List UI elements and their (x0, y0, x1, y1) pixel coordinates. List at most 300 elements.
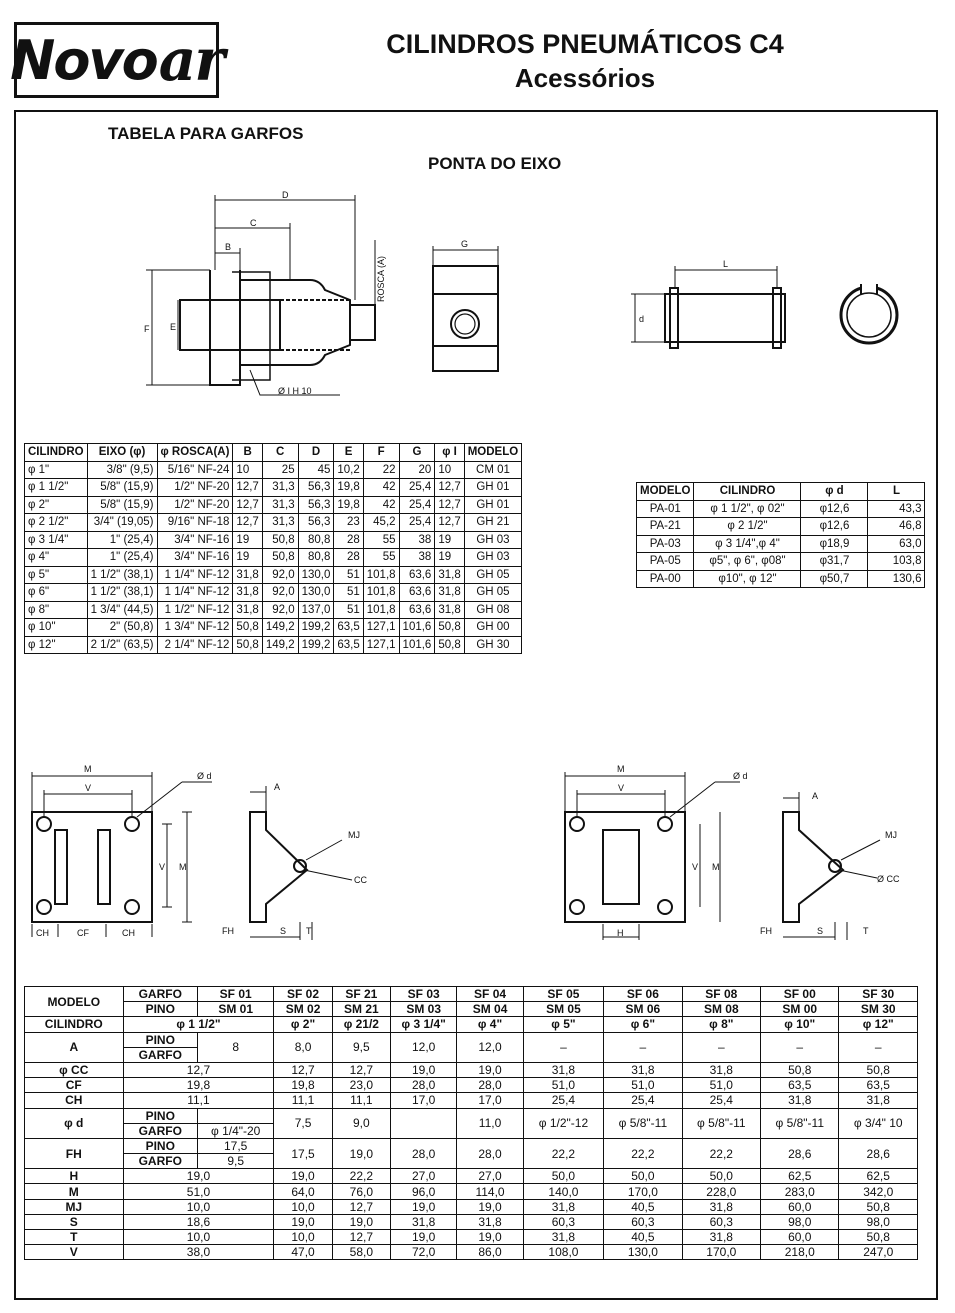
table-cell: SF 04 (457, 987, 523, 1002)
suporte-table-row (25, 1017, 918, 1032)
table-cell: 98,0 (761, 1214, 839, 1229)
table-cell: 19,0 (391, 1199, 457, 1214)
table-cell: H (25, 1169, 124, 1184)
table-cell: 19,8 (334, 479, 363, 497)
suporte-table-row (25, 1032, 918, 1047)
table-cell: 9/16" NF-18 (157, 514, 233, 532)
suporte-table-row (25, 987, 918, 1002)
table-cell: φ50,7 (801, 570, 868, 588)
table-cell: 72,0 (391, 1245, 457, 1260)
table-cell: 80,8 (298, 549, 334, 567)
table-cell: 31,8 (233, 566, 262, 584)
table-cell: 10,0 (274, 1230, 332, 1245)
table-cell: 103,8 (868, 553, 925, 571)
dim-C: C (250, 218, 257, 228)
suporte-table-row (25, 1184, 918, 1199)
table-cell: φ 4" (25, 549, 88, 567)
header-cell: L (868, 483, 925, 501)
suporte-table-row (25, 1169, 918, 1184)
table-cell: 47,0 (274, 1245, 332, 1260)
table-cell: 96,0 (391, 1184, 457, 1199)
table-cell: 60,3 (682, 1214, 760, 1229)
table-cell: 23,0 (332, 1078, 390, 1093)
table-cell: 19,0 (274, 1169, 332, 1184)
table-cell: φ 5/8"-11 (604, 1108, 682, 1138)
dim-E: E (170, 322, 177, 332)
dim-CH: CH (36, 928, 49, 938)
dim-S: S (817, 926, 824, 936)
table-cell: 12,7 (435, 479, 464, 497)
table-cell: – (604, 1032, 682, 1062)
table-cell: 56,3 (298, 514, 334, 532)
table-cell: 10,2 (334, 461, 363, 479)
dim-MJ: MJ (348, 830, 360, 840)
table-cell: 25,4 (399, 514, 435, 532)
table-cell: GARFO (123, 987, 197, 1002)
table-cell: 130,0 (604, 1245, 682, 1260)
table-cell: S (25, 1214, 124, 1229)
table-cell: 101,8 (363, 601, 399, 619)
table-cell: 12,0 (391, 1032, 457, 1062)
table-cell: 50,8 (435, 636, 464, 654)
table-cell: 127,1 (363, 619, 399, 637)
garfos-table-row (25, 496, 522, 514)
table-cell: φ 12" (839, 1017, 918, 1032)
table-cell: GH 08 (464, 601, 521, 619)
suporte-table-row (25, 1093, 918, 1108)
table-cell: 1 3/4" (44,5) (87, 601, 157, 619)
table-cell: 101,8 (363, 566, 399, 584)
suporte-table-row (25, 1199, 918, 1214)
table-cell: 60,0 (761, 1230, 839, 1245)
table-cell: φ d (25, 1108, 124, 1138)
table-cell: φ 5/8"-11 (761, 1108, 839, 1138)
table-cell: 101,6 (399, 636, 435, 654)
table-cell: 31,8 (839, 1093, 918, 1108)
table-cell: 10,0 (123, 1230, 274, 1245)
table-cell: 27,0 (391, 1169, 457, 1184)
table-cell: 19 (233, 549, 262, 567)
table-cell: SF 00 (761, 987, 839, 1002)
ponta-table-row (637, 535, 925, 553)
table-cell: φ 12" (25, 636, 88, 654)
anel-drawing (835, 280, 905, 350)
table-cell: 38 (399, 549, 435, 567)
table-cell: 62,5 (839, 1169, 918, 1184)
table-cell: 140,0 (523, 1184, 603, 1199)
table-cell: 58,0 (332, 1245, 390, 1260)
table-cell: SF 08 (682, 987, 760, 1002)
table-cell: 19,0 (123, 1169, 274, 1184)
table-cell: 23 (334, 514, 363, 532)
table-cell: FH (25, 1138, 124, 1168)
table-cell: 19 (233, 531, 262, 549)
table-cell: – (682, 1032, 760, 1062)
table-cell: φ 8" (25, 601, 88, 619)
table-cell: 25,4 (682, 1093, 760, 1108)
table-cell: φ 5" (523, 1017, 603, 1032)
table-cell: 10 (233, 461, 262, 479)
table-cell: 247,0 (839, 1245, 918, 1260)
table-cell: 1 1/4" NF-12 (157, 566, 233, 584)
table-cell: 63,0 (868, 535, 925, 553)
table-cell: 19 (435, 531, 464, 549)
table-cell: SM 06 (604, 1002, 682, 1017)
table-cell: 31,8 (435, 584, 464, 602)
dim-MJ: MJ (885, 830, 897, 840)
table-cell: φ 2 1/2" (694, 518, 801, 536)
table-cell: GARFO (123, 1047, 197, 1062)
table-cell: T (25, 1230, 124, 1245)
dim-M: M (84, 764, 92, 774)
table-cell: GH 03 (464, 549, 521, 567)
table-cell: SM 03 (391, 1002, 457, 1017)
garfos-table-row (25, 531, 522, 549)
suporte-table-row (25, 1002, 918, 1017)
table-cell: SF 05 (523, 987, 603, 1002)
table-cell: 50,8 (839, 1199, 918, 1214)
table-cell: 50,8 (839, 1230, 918, 1245)
dim-H: H (617, 928, 624, 938)
dim-phid: Ø d (197, 771, 212, 781)
table-cell: 51,0 (123, 1184, 274, 1199)
table-cell: 12,7 (332, 1199, 390, 1214)
table-cell: 2 1/2" (63,5) (87, 636, 157, 654)
ponta-table-header (637, 483, 925, 501)
table-cell: 45,2 (363, 514, 399, 532)
table-cell: 3/4" NF-16 (157, 531, 233, 549)
table-cell: 50,0 (604, 1169, 682, 1184)
logo-text-accent: ar (158, 26, 223, 94)
table-cell: 38,0 (123, 1245, 274, 1260)
table-cell: 92,0 (262, 566, 298, 584)
table-cell: 28 (334, 549, 363, 567)
table-cell: φ CC (25, 1062, 124, 1077)
table-cell: 1 3/4" NF-12 (157, 619, 233, 637)
table-cell: 19,8 (334, 496, 363, 514)
table-cell: 137,0 (298, 601, 334, 619)
table-cell: 11,1 (274, 1093, 332, 1108)
table-cell: 25,4 (399, 479, 435, 497)
table-cell: 12,0 (457, 1032, 523, 1062)
table-cell: φ5", φ 6", φ08" (694, 553, 801, 571)
table-cell: 101,6 (399, 619, 435, 637)
table-cell: 56,3 (298, 496, 334, 514)
table-cell: 19,0 (274, 1214, 332, 1229)
header-cell: C (262, 444, 298, 462)
table-cell: φ12,6 (801, 518, 868, 536)
table-cell: φ 2 1/2" (25, 514, 88, 532)
table-cell: V (25, 1245, 124, 1260)
table-cell: GH 03 (464, 531, 521, 549)
table-cell: 12,7 (435, 514, 464, 532)
table-cell: GH 01 (464, 479, 521, 497)
ponta-table-body (637, 500, 925, 588)
table-cell: 31,8 (391, 1214, 457, 1229)
table-cell: 28,0 (391, 1078, 457, 1093)
header-cell: CILINDRO (694, 483, 801, 501)
table-cell: 12,7 (233, 479, 262, 497)
table-cell: SF 30 (839, 987, 918, 1002)
table-cell: 31,8 (682, 1230, 760, 1245)
table-cell: 42 (363, 496, 399, 514)
table-cell: φ18,9 (801, 535, 868, 553)
table-cell: 1" (25,4) (87, 549, 157, 567)
table-cell: 51 (334, 601, 363, 619)
table-cell: 60,0 (761, 1199, 839, 1214)
table-cell: 25,4 (523, 1093, 603, 1108)
garfo-end-drawing (425, 236, 515, 376)
pino-drawing (625, 252, 800, 352)
table-cell: 12,7 (233, 514, 262, 532)
table-cell: 1/2" NF-20 (157, 479, 233, 497)
table-cell: φ 1/2"-12 (523, 1108, 603, 1138)
table-cell: 170,0 (682, 1245, 760, 1260)
table-cell: 108,0 (523, 1245, 603, 1260)
garfos-table-header (25, 444, 522, 462)
table-cell: GH 30 (464, 636, 521, 654)
table-cell: 12,7 (233, 496, 262, 514)
table-cell: 27,0 (457, 1169, 523, 1184)
table-cell: 10,0 (274, 1199, 332, 1214)
table-cell: 199,2 (298, 619, 334, 637)
dim-CF: CF (77, 928, 89, 938)
table-cell: 10 (435, 461, 464, 479)
dim-phiCC: Ø CC (877, 874, 900, 884)
table-cell: CM 01 (464, 461, 521, 479)
table-cell: φ12,6 (801, 500, 868, 518)
table-cell: 1" (25,4) (87, 531, 157, 549)
table-cell: 218,0 (761, 1245, 839, 1260)
section-title-ponta: PONTA DO EIXO (428, 154, 562, 173)
table-cell: φ 10" (25, 619, 88, 637)
table-cell: 11,1 (123, 1093, 274, 1108)
dim-G: G (461, 239, 469, 249)
table-cell: 50,8 (435, 619, 464, 637)
table-cell: 9,5 (332, 1032, 390, 1062)
table-cell: 9,0 (332, 1108, 390, 1138)
table-cell: 5/16" NF-24 (157, 461, 233, 479)
dim-M-vertical: M (179, 862, 187, 872)
table-cell: 25,4 (604, 1093, 682, 1108)
table-cell: 50,8 (262, 549, 298, 567)
table-cell: 11,0 (457, 1108, 523, 1138)
table-cell: 170,0 (604, 1184, 682, 1199)
dim-phid: Ø d (733, 771, 748, 781)
suporte-table-row (25, 1078, 918, 1093)
ponta-table (636, 482, 925, 588)
table-cell: 18,6 (123, 1214, 274, 1229)
table-cell: 19,8 (123, 1078, 274, 1093)
garfos-table-row (25, 619, 522, 637)
table-cell: 31,8 (761, 1093, 839, 1108)
table-cell: 55 (363, 531, 399, 549)
suporte-drawing-left (22, 762, 382, 944)
table-cell: SM 00 (761, 1002, 839, 1017)
table-cell: SF 03 (391, 987, 457, 1002)
table-cell: SM 02 (274, 1002, 332, 1017)
table-cell: 31,8 (523, 1062, 603, 1077)
table-cell: GH 05 (464, 566, 521, 584)
dim-M: M (617, 764, 625, 774)
table-cell: CH (25, 1093, 124, 1108)
table-cell: PA-01 (637, 500, 694, 518)
table-cell: PINO (123, 1002, 197, 1017)
table-cell: 20 (399, 461, 435, 479)
table-cell: 9,5 (197, 1154, 273, 1169)
header-cell: E (334, 444, 363, 462)
table-cell: – (839, 1032, 918, 1062)
table-cell: 342,0 (839, 1184, 918, 1199)
table-cell: φ 3 1/4" (391, 1017, 457, 1032)
table-cell: 51 (334, 566, 363, 584)
table-cell: 51,0 (682, 1078, 760, 1093)
table-cell: 19,8 (274, 1078, 332, 1093)
garfo-side-drawing (140, 190, 390, 410)
dim-d: d (639, 314, 645, 324)
page-title: CILINDROS PNEUMÁTICOS C4 (386, 29, 784, 59)
table-cell: 31,3 (262, 496, 298, 514)
table-cell: 63,6 (399, 584, 435, 602)
header-cell: MODELO (464, 444, 521, 462)
dim-CC: CC (354, 875, 367, 885)
table-cell: SM 04 (457, 1002, 523, 1017)
table-cell: 50,8 (262, 531, 298, 549)
page-subtitle: Acessórios (514, 63, 656, 93)
ponta-table-row (637, 518, 925, 536)
header-cell: φ ROSCA(A) (157, 444, 233, 462)
table-cell: 31,8 (682, 1062, 760, 1077)
table-cell: 28,0 (457, 1138, 523, 1168)
table-cell: 127,1 (363, 636, 399, 654)
table-cell: 3/4" (19,05) (87, 514, 157, 532)
table-cell: 101,8 (363, 584, 399, 602)
garfos-table-row (25, 549, 522, 567)
suporte-drawing-right (555, 762, 915, 944)
table-cell: 56,3 (298, 479, 334, 497)
table-cell: 55 (363, 549, 399, 567)
garfos-table-row (25, 461, 522, 479)
table-cell: MJ (25, 1199, 124, 1214)
dim-A: A (812, 791, 819, 801)
table-cell: φ 1 1/2" (123, 1017, 274, 1032)
table-cell: 50,8 (839, 1062, 918, 1077)
table-cell: 22,2 (332, 1169, 390, 1184)
table-cell: 60,3 (523, 1214, 603, 1229)
table-cell: 51,0 (523, 1078, 603, 1093)
table-cell: 31,8 (457, 1214, 523, 1229)
table-cell: φ 1" (25, 461, 88, 479)
garfos-table-row (25, 514, 522, 532)
table-cell: SM 30 (839, 1002, 918, 1017)
suporte-table-row (25, 1230, 918, 1245)
table-cell: 5/8" (15,9) (87, 496, 157, 514)
table-cell: PA-00 (637, 570, 694, 588)
dim-M-vertical: M (712, 862, 720, 872)
table-cell: 92,0 (262, 584, 298, 602)
table-cell: SM 01 (197, 1002, 273, 1017)
table-cell: φ31,7 (801, 553, 868, 571)
suporte-table-row (25, 1245, 918, 1260)
table-cell: 19,0 (457, 1230, 523, 1245)
table-cell: 149,2 (262, 636, 298, 654)
ponta-table-row (637, 553, 925, 571)
table-cell: 1/2" NF-20 (157, 496, 233, 514)
table-cell: 46,8 (868, 518, 925, 536)
table-cell: 1 1/2" (38,1) (87, 584, 157, 602)
table-cell: GH 00 (464, 619, 521, 637)
table-cell: φ 3 1/4",φ 4" (694, 535, 801, 553)
table-cell: 1 1/2" NF-12 (157, 601, 233, 619)
table-cell: φ 6" (25, 584, 88, 602)
table-cell: φ10", φ 12" (694, 570, 801, 588)
table-cell: GH 05 (464, 584, 521, 602)
table-cell: 17,5 (197, 1138, 273, 1153)
table-cell: 50,0 (523, 1169, 603, 1184)
header-cell: EIXO (φ) (87, 444, 157, 462)
table-cell: 28,6 (761, 1138, 839, 1168)
table-cell: 3/4" NF-16 (157, 549, 233, 567)
table-cell: MODELO (25, 987, 124, 1017)
table-cell: 31,8 (435, 566, 464, 584)
header-cell: MODELO (637, 483, 694, 501)
table-cell: SF 21 (332, 987, 390, 1002)
table-cell: 12,7 (274, 1062, 332, 1077)
table-cell: 22,2 (682, 1138, 760, 1168)
table-cell (197, 1108, 273, 1123)
table-cell: SM 05 (523, 1002, 603, 1017)
dim-T: T (306, 926, 312, 936)
table-cell: M (25, 1184, 124, 1199)
ponta-table-row (637, 500, 925, 518)
table-cell: 63,6 (399, 601, 435, 619)
table-cell: 12,7 (332, 1062, 390, 1077)
dim-phiI: Ø I H 10 (278, 386, 312, 396)
table-cell: 228,0 (682, 1184, 760, 1199)
table-cell: – (523, 1032, 603, 1062)
header-cell: φ I (435, 444, 464, 462)
table-cell: 25 (262, 461, 298, 479)
table-cell: PA-03 (637, 535, 694, 553)
table-cell: 17,5 (274, 1138, 332, 1168)
garfos-table (24, 443, 522, 654)
header-cell: D (298, 444, 334, 462)
table-cell: A (25, 1032, 124, 1062)
table-cell: CF (25, 1078, 124, 1093)
table-cell: φ 1 1/2" (25, 479, 88, 497)
table-cell (391, 1108, 457, 1138)
table-cell: 130,6 (868, 570, 925, 588)
table-cell: φ 3 1/4" (25, 531, 88, 549)
table-cell: SM 08 (682, 1002, 760, 1017)
header-cell: G (399, 444, 435, 462)
table-cell: φ 8" (682, 1017, 760, 1032)
garfos-table-row (25, 601, 522, 619)
table-cell: φ 1 1/2", φ 02" (694, 500, 801, 518)
table-cell: 42 (363, 479, 399, 497)
table-cell: 22,2 (523, 1138, 603, 1168)
table-cell: 63,5 (334, 636, 363, 654)
table-cell: – (761, 1032, 839, 1062)
dim-FH: FH (222, 926, 234, 936)
table-cell: φ 5/8"-11 (682, 1108, 760, 1138)
dim-F: F (144, 324, 150, 334)
table-cell: 31,8 (233, 601, 262, 619)
table-cell: 64,0 (274, 1184, 332, 1199)
suporte-table-row (25, 1108, 918, 1123)
section-title-garfos: TABELA PARA GARFOS (108, 124, 304, 143)
dim-V-vertical: V (692, 862, 699, 872)
